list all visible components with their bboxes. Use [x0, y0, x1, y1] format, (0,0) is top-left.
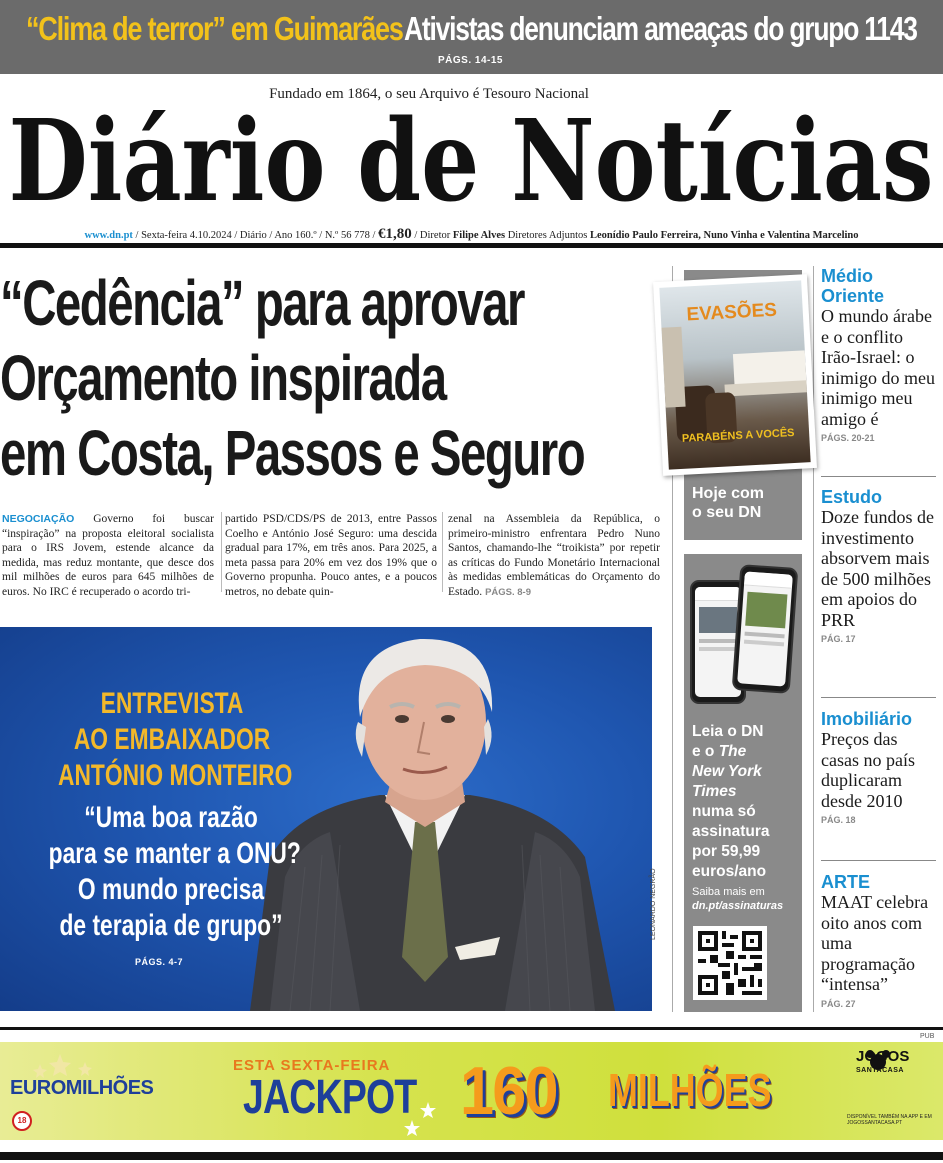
ad-jackpot: JACKPOT — [243, 1071, 417, 1124]
photo-credit: LEONARDO NEGRÃO — [650, 868, 657, 940]
brief-imobiliario[interactable] — [821, 709, 938, 825]
ad-milhoes: MILHÕES — [608, 1064, 772, 1116]
magazine-title: EVASÕES — [686, 299, 778, 326]
subscription-info — [692, 885, 783, 913]
deputies-names: Leonídio Paulo Ferreira, Nuno Vinha e Valentina Marcelino — [589, 230, 859, 241]
brief-pages: PÁG. 18 — [821, 815, 856, 825]
column-divider — [221, 512, 222, 592]
interview-quote-line: para se manter a ONU? — [48, 837, 301, 870]
brief-pages: PÁGS. 20-21 — [821, 433, 875, 443]
nyt-offer[interactable] — [692, 722, 770, 882]
interview-quote-line: “Uma boa razão — [84, 801, 258, 834]
logo-wordmark: Diário de Notícias — [8, 96, 934, 222]
director-label: / Diretor — [414, 230, 451, 241]
brief-estudo[interactable] — [821, 487, 938, 644]
banner-headline-yellow: “Clima de terror” em Guimarães — [26, 10, 403, 47]
lead-headline-line: Orçamento inspirada — [0, 342, 446, 414]
column-divider — [442, 512, 443, 592]
interview-kicker-line: ANTÓNIO MONTEIRO — [58, 759, 293, 792]
qr-code-icon[interactable] — [693, 926, 767, 1000]
jogos-text: JOGOS — [856, 1048, 910, 1065]
nyt-line: numa só — [692, 803, 756, 820]
brief-head: Médio Oriente — [821, 266, 885, 306]
hoje-com-dn — [692, 484, 764, 522]
lead-headline-line: “Cedência” para aprovar — [0, 267, 524, 339]
nyt-line: e o — [692, 743, 715, 760]
lead-headline-line: em Costa, Passos e Seguro — [0, 417, 585, 489]
masthead-tagline: Fundado em 1864, o seu Arquivo é Tesouro Nacional — [269, 86, 589, 102]
subscription-link[interactable]: dn.pt/assinaturas — [692, 900, 784, 912]
lead-body-column-3 — [448, 512, 660, 600]
interview-pages: PÁGS. 4-7 — [135, 957, 184, 967]
ad-day: ESTA SEXTA-FEIRA — [233, 1057, 391, 1074]
magazine-bottom-text: PARABÉNS A VOCÊS — [681, 426, 795, 445]
phone-mockup — [732, 564, 799, 694]
nyt-line: euros/ano — [692, 863, 767, 880]
nyt-line: Times — [692, 783, 737, 800]
pub-label: PUB — [920, 1033, 935, 1040]
nyt-line: Leia o DN — [692, 723, 764, 740]
magazine-cover[interactable] — [653, 274, 817, 476]
masthead-rule — [0, 243, 943, 248]
saiba-mais: Saiba mais em — [692, 886, 765, 898]
page-bottom-rule — [0, 1152, 943, 1160]
interview-quote-line: de terapia de grupo” — [59, 909, 283, 942]
lead-headline[interactable] — [0, 266, 650, 491]
issue-date: / Sexta-feira 4.10.2024 / Diário / Ano 160.º / N.º 56 778 / — [135, 230, 376, 241]
santacasa-text: SANTACASA — [856, 1067, 904, 1074]
masthead-info-line — [0, 226, 943, 243]
interview-quote[interactable] — [10, 800, 332, 944]
interview-kicker-line: AO EMBAIXADOR — [73, 723, 271, 756]
nyt-line: assinatura — [692, 823, 770, 840]
top-banner[interactable] — [0, 0, 943, 74]
lead-body-text: zenal na Assembleia da República, o primeiro-ministro enfrentara Pedro Nuno Santos, chamando-lhe “troikista” por repetir as críticas do Fundo Monetário Internacional às medidas emblemáticas do Orçamento do Estado. — [448, 513, 660, 598]
deputies-label: Diretores Adjuntos — [507, 230, 588, 241]
column-divider — [813, 266, 814, 1012]
interview-quote-line: O mundo precisa — [77, 873, 265, 906]
director-name: Filipe Alves — [452, 230, 506, 241]
lead-body-text: Governo foi buscar “inspiração” na proposta eleitoral socialista para o IRS Jovem, estende alcance da medida, mas reduz montante, que desce dos mil milhões de euros para 645 milhões de euros. No IRC é recuperado o acordo tri- — [2, 513, 214, 598]
lead-pages[interactable]: PÁGS. 8-9 — [485, 586, 531, 598]
site-url-link[interactable]: www.dn.pt — [84, 230, 133, 241]
brief-head: Imobiliário — [821, 709, 913, 729]
brief-body: MAAT celebra oito anos com uma programação “intensa” — [821, 892, 929, 994]
nyt-line: The — [718, 743, 747, 760]
hoje-line: o seu DN — [692, 504, 762, 521]
brief-pages: PÁG. 17 — [821, 634, 856, 644]
interview-kicker — [22, 686, 322, 794]
banner-pages: PÁGS. 14-15 — [438, 55, 503, 66]
brief-pages: PÁG. 27 — [821, 998, 856, 1009]
ad-app-note: DISPONÍVEL TAMBÉM NA APP E EM JOGOSSANTACASA.PT — [847, 1114, 932, 1126]
brief-divider — [821, 697, 936, 698]
brief-head: ARTE — [821, 872, 870, 892]
brief-body: Preços das casas no país duplicaram desde 2010 — [821, 729, 915, 811]
brief-medio-oriente[interactable] — [821, 266, 938, 443]
lead-body-text: partido PSD/CDS/PS de 2013, entre Passos Coelho e António José Seguro: uma descida gradual para 17%, em três anos. Para 2025, a meta passa para 20% em vez dos 19% que o Governo propunha. Pouco antes, e a poucos metros, no debate quin- — [225, 513, 437, 598]
magazine-image — [659, 280, 810, 469]
euromilhoes-logo: EUROMILHÕES — [10, 1077, 154, 1099]
lead-kicker: NEGOCIAÇÃO — [2, 513, 75, 525]
nyt-line: New York — [692, 763, 762, 780]
hoje-line: Hoje com — [692, 485, 765, 502]
nyt-line: por 59,99 — [692, 843, 761, 860]
lead-body-column-1 — [2, 512, 214, 599]
brief-body: Doze fundos de investimento absorvem mais de 500 milhões em apoios do PRR — [821, 507, 934, 630]
brief-head: Estudo — [821, 487, 882, 507]
brief-divider — [821, 476, 936, 477]
brief-body: O mundo árabe e o conflito Irão-Israel: o inimigo do meu inimigo meu amigo é — [821, 306, 935, 429]
jogos-santacasa-logo — [856, 1050, 909, 1078]
lead-body-column-2 — [225, 512, 437, 599]
banner-headline-white: Ativistas denunciam ameaças do grupo 1143 — [404, 10, 917, 47]
age-restriction-icon: 18 — [12, 1111, 32, 1131]
ad-amount: 160 — [460, 1053, 557, 1129]
promo-separator — [684, 540, 802, 554]
brief-arte[interactable] — [821, 872, 938, 1009]
brief-divider — [821, 860, 936, 861]
issue-price: €1,80 — [378, 226, 412, 242]
newspaper-logo — [0, 92, 943, 222]
ad-top-rule — [0, 1027, 943, 1030]
interview-kicker-line: ENTREVISTA — [100, 687, 244, 720]
